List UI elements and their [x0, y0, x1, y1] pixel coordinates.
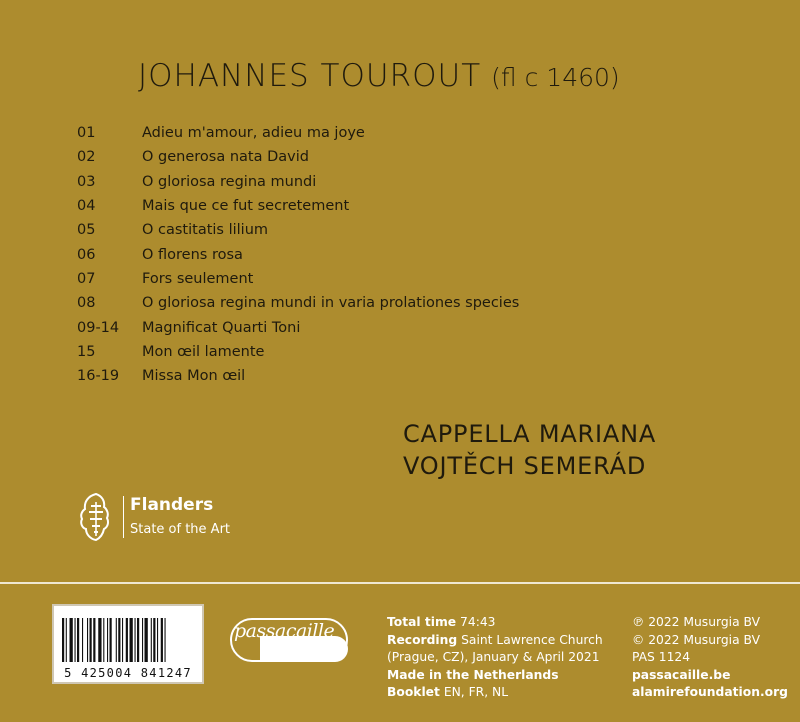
- credits-block: [387, 614, 603, 702]
- track-number: 03: [77, 173, 96, 190]
- copyright-notice: © 2022 Musurgia BV: [632, 632, 760, 647]
- album-title: [138, 58, 620, 94]
- track-row: [77, 194, 519, 218]
- website-link[interactable]: alamirefoundation.org: [632, 685, 788, 700]
- made-in-label: Made in the Netherlands: [387, 667, 559, 682]
- barcode-bars: [62, 618, 196, 662]
- track-title: Fors seulement: [142, 270, 254, 287]
- track-title: O florens rosa: [142, 246, 243, 263]
- track-row: [77, 364, 519, 388]
- website-link[interactable]: passacaille.be: [632, 667, 731, 682]
- rights-block: [632, 614, 788, 702]
- track-number: 02: [77, 149, 96, 166]
- booklet-value: EN, FR, NL: [443, 685, 509, 700]
- barcode-digits: 5 425004 841247: [64, 666, 192, 680]
- label-name: passacaille: [234, 620, 335, 642]
- track-title: O castitatis lilium: [142, 222, 269, 239]
- track-row: [77, 170, 519, 194]
- recording-value-cont: (Prague, CZ), January & April 2021: [387, 650, 600, 665]
- track-row: [77, 291, 519, 315]
- track-row: [77, 121, 519, 145]
- track-row: [77, 267, 519, 291]
- track-title: O gloriosa regina mundi: [142, 173, 317, 190]
- track-row: [77, 145, 519, 169]
- logo-divider: [123, 496, 124, 538]
- track-title: Adieu m'amour, adieu ma joye: [142, 125, 365, 142]
- track-row: [77, 218, 519, 242]
- track-number: 07: [77, 270, 96, 287]
- composer-dates: (fl c 1460): [491, 63, 620, 92]
- sponsor-name: Flanders: [130, 495, 214, 515]
- performers: [403, 418, 656, 482]
- director-name: VOJTĚCH SEMERÁD: [403, 452, 647, 480]
- ensemble-name: CAPPELLA MARIANA: [403, 420, 657, 448]
- recording-value: Saint Lawrence Church: [461, 632, 603, 647]
- track-title: O gloriosa regina mundi in varia prolationes species: [142, 295, 520, 312]
- track-number: 04: [77, 198, 96, 215]
- track-title: Missa Mon œil: [142, 368, 246, 385]
- composer-name: JOHANNES TOUROUT: [138, 58, 482, 94]
- track-number: 08: [77, 295, 96, 312]
- track-number: 05: [77, 222, 96, 239]
- track-number: 06: [77, 246, 96, 263]
- footer-divider: [0, 582, 800, 584]
- phonogram-notice: ℗ 2022 Musurgia BV: [632, 615, 760, 629]
- sponsor-tagline: State of the Art: [130, 522, 231, 537]
- recording-label: Recording: [387, 632, 458, 647]
- track-row: [77, 242, 519, 266]
- track-number: 15: [77, 343, 96, 360]
- track-title: Mais que ce fut secretement: [142, 198, 350, 215]
- track-title: Magnificat Quarti Toni: [142, 319, 301, 336]
- track-list: [77, 121, 519, 388]
- catalog-number: PAS 1124: [632, 650, 691, 665]
- lion-icon: [76, 492, 116, 542]
- track-title: O generosa nata David: [142, 149, 309, 166]
- track-row: [77, 315, 519, 339]
- track-number: 09-14: [77, 319, 120, 336]
- barcode: [52, 604, 204, 684]
- total-time-label: Total time: [387, 615, 457, 629]
- track-row: [77, 340, 519, 364]
- track-number: 01: [77, 125, 96, 142]
- booklet-label: Booklet: [387, 685, 440, 700]
- track-title: Mon œil lamente: [142, 343, 265, 360]
- track-number: 16-19: [77, 368, 120, 385]
- total-time-value: 74:43: [460, 615, 496, 629]
